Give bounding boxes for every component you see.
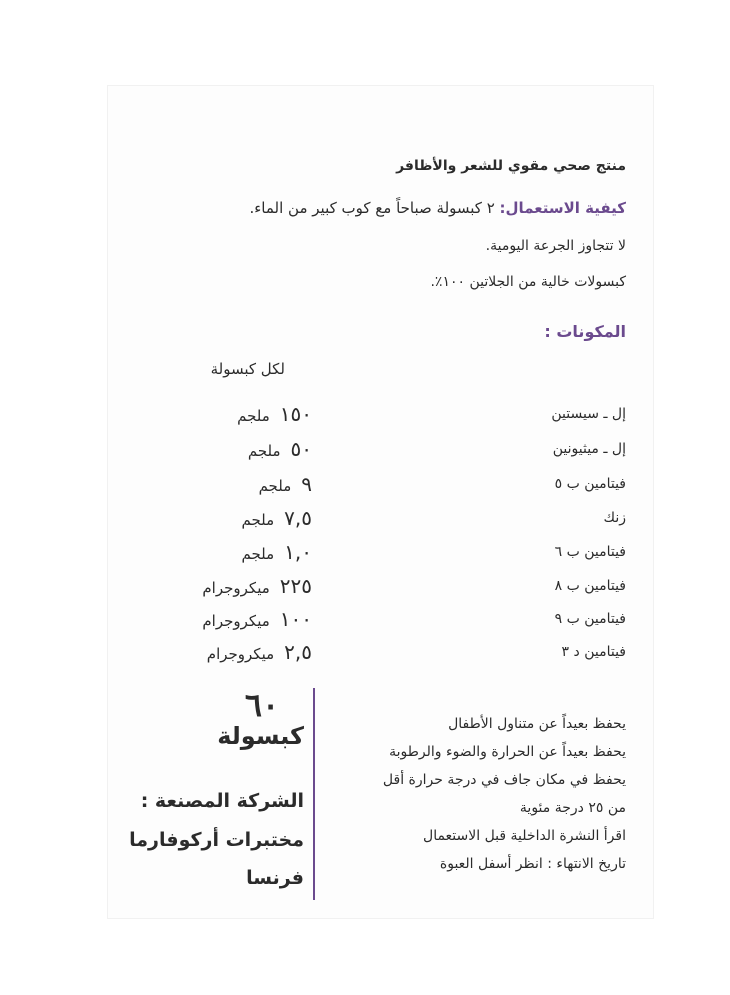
ingredient-quantity [202,574,312,598]
ingredient-unit: ملجم [241,511,275,529]
storage-warning: يحفظ بعيداً عن متناول الأطفال [448,716,626,732]
ingredient-name: إل ـ ميثيونين [552,441,626,457]
usage-label: كيفية الاستعمال: [499,199,626,217]
per-capsule-label: لكل كبسولة [210,360,285,378]
ingredient-unit: ملجم [237,407,270,425]
ingredient-name: فيتامين د ٣ [561,644,626,660]
ingredient-amount: ٢,٥ [284,640,312,664]
ingredient-name: إل ـ سيستين [551,406,626,422]
manufacturer-label: الشركة المصنعة : [140,790,304,812]
ingredient-amount: ٥٠ [290,437,312,461]
storage-warning: يحفظ بعيداً عن الحرارة والضوء والرطوبة [389,744,626,760]
ingredient-quantity [237,402,312,426]
ingredient-amount: ١,٠ [284,540,312,564]
ingredient-unit: ميكروجرام [206,645,275,663]
ingredient-name: فيتامين ب ٩ [554,611,626,627]
storage-warning: يحفظ في مكان جاف في درجة حرارة أقل [382,772,626,788]
ingredient-unit: ملجم [241,545,275,563]
gelatin-free-line: كبسولات خالية من الجلاتين ١٠٠٪. [430,274,626,290]
ingredient-quantity [202,607,312,631]
ingredient-amount: ٩ [301,472,312,496]
manufacturer-country: فرنسا [246,867,304,889]
ingredient-unit: ميكروجرام [202,612,270,630]
manufacturer-name: مختبرات أركوفارما [129,829,304,851]
ingredient-quantity [207,640,312,664]
ingredient-name: فيتامين ب ٦ [554,544,626,560]
ingredient-unit: ملجم [258,477,292,495]
storage-warning: تاريخ الانتهاء : انظر أسفل العبوة [439,856,626,872]
usage-line [249,199,626,217]
capsule-unit: كبسولة [217,722,304,750]
usage-text: ٢ كبسولة صباحاً مع كوب كبير من الماء. [249,199,500,217]
ingredient-name: فيتامين ب ٨ [554,578,626,594]
ingredient-amount: ٢٢٥ [279,574,312,598]
ingredients-title: المكونات : [544,322,626,341]
no-exceed-line: لا تتجاوز الجرعة اليومية. [485,238,626,254]
ingredient-name: فيتامين ب ٥ [554,476,626,492]
ingredient-quantity [259,472,312,496]
capsule-count: ٦٠ [244,686,280,724]
storage-warning: اقرأ النشرة الداخلية قبل الاستعمال [423,828,626,844]
product-line: منتج صحي مقوي للشعر والأظافر [396,158,626,174]
ingredient-quantity [241,540,312,564]
section-divider [313,688,315,900]
ingredient-amount: ١٥٠ [279,402,312,426]
ingredient-name: زنك [603,510,626,526]
ingredient-unit: ميكروجرام [202,579,270,597]
ingredient-unit: ملجم [247,442,281,460]
ingredient-amount: ٧,٥ [284,506,312,530]
ingredient-quantity [241,506,312,530]
ingredient-quantity [248,437,312,461]
ingredient-amount: ١٠٠ [279,607,312,631]
storage-warning: من ٢٥ درجة مئوية [519,800,626,816]
